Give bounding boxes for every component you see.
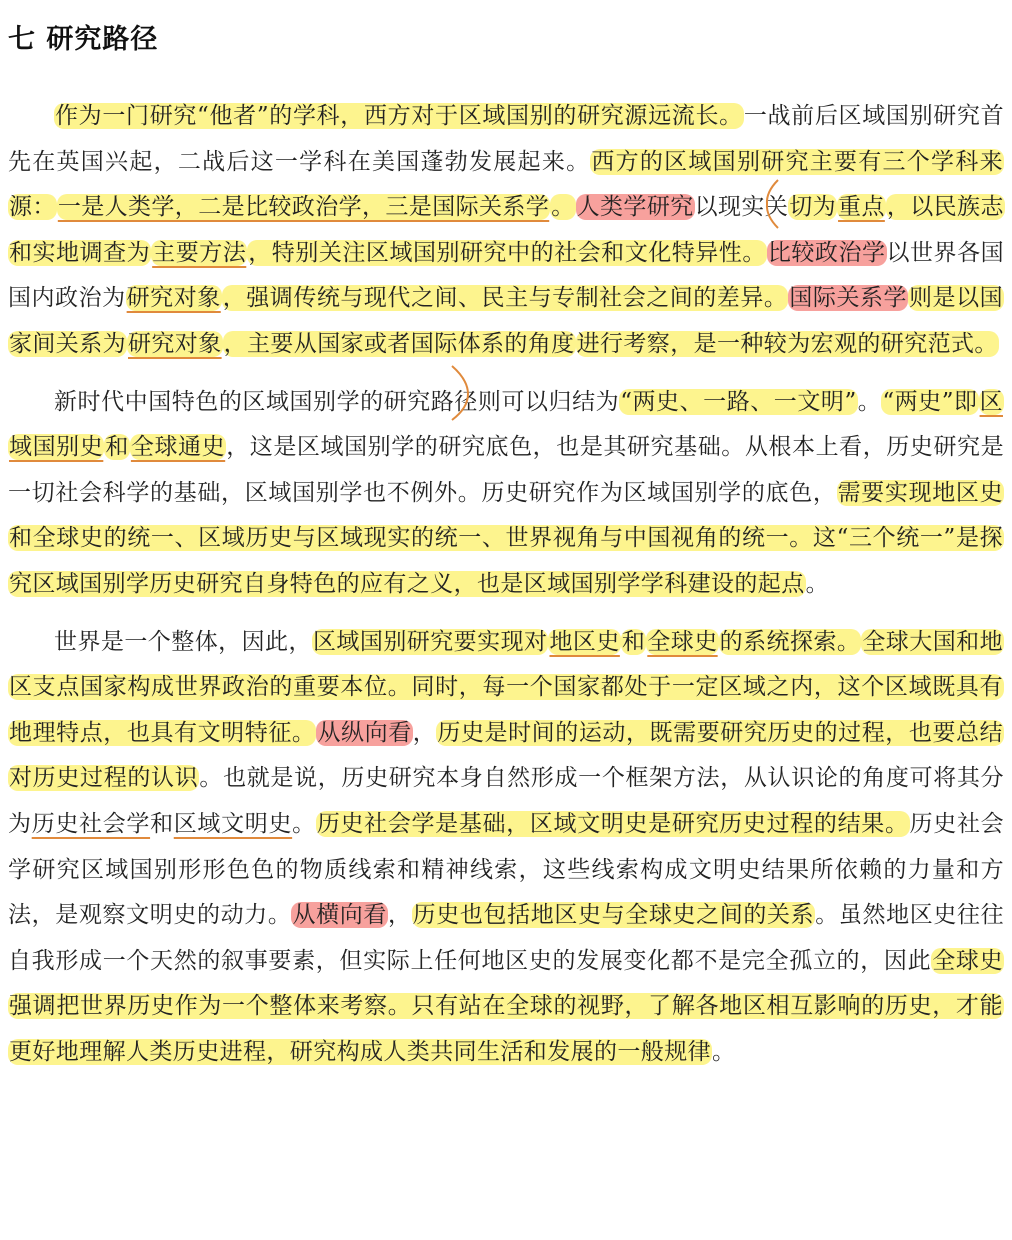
paragraph-2 — [8, 380, 1004, 608]
text-run: ， — [412, 719, 437, 746]
highlight-yellow: 全球大国和地区支点国家构成世界政治的重要本位。同时，每一个国家都处于一定区域之内，这个区域既具有地理特点，也具有文明特征。 — [9, 628, 1004, 746]
highlight-underline: 研究对象 — [126, 285, 221, 312]
highlight-underline: 区域国别史 — [9, 388, 1003, 461]
highlight-underline: 主要方法 — [152, 239, 247, 266]
text-run: 。 — [857, 388, 882, 415]
highlight-yellow: 进行考察，是一种较为宏观的研究范式。 — [576, 330, 998, 357]
document-body — [8, 94, 1004, 1075]
underline-text: 区域文明史 — [173, 810, 293, 837]
highlight-underline: 一是人类学，二是比较政治学，三是国际关系学 — [57, 194, 550, 221]
highlight-yellow: 历史也包括地区史与全球史之间的关系 — [412, 902, 815, 929]
highlight-yellow: 西方的区域国别研究主要有三个学科来源： — [9, 148, 1003, 221]
text-run: 。也就是说，历史研究本身自然形成一个框架方法，从认识论的角度可将其分为 — [8, 765, 1004, 837]
highlight-red: 比较政治学 — [767, 239, 886, 266]
highlight-yellow: “两史”即 — [882, 388, 978, 415]
paragraph-3 — [8, 620, 1004, 1076]
text-run: 。虽然地区史往往自我形成一个天然的叙事要素，但实际上任何地区史的发展变化都不是完全孤立的，因此 — [8, 902, 1004, 974]
highlight-underline: 全球史 — [647, 628, 718, 655]
text-run: 以世界各国国内政治为 — [8, 239, 1005, 312]
highlight-yellow: 的系统探索。 — [719, 628, 861, 655]
highlight-underline: 全球通史 — [130, 434, 226, 461]
text-run: 新时代中国特色的区域国别学的研究路径则可以归结为 — [54, 388, 620, 415]
highlight-yellow: 和 — [105, 434, 129, 461]
text-run: 世界是一个整体，因此， — [54, 628, 312, 655]
section-heading: 七 研究路径 — [8, 24, 159, 55]
highlight-yellow: 和 — [621, 628, 646, 655]
text-run: 一战前后区域国别研究首先在英国兴起，二战后这一学科在美国蓬勃发展起来。 — [8, 103, 1004, 175]
highlight-yellow: ，特别关注区域国别研究中的社会和文化特异性。 — [248, 239, 766, 266]
paragraph-1 — [8, 94, 1004, 368]
highlight-underline: 地区史 — [549, 628, 620, 655]
highlight-yellow: ，强调传统与现代之间、民主与专制社会之间的差异。 — [222, 285, 788, 312]
text-run: ，这是区域国别学的研究底色，也是其研究基础。从根本上看，历史研究是一切社会科学的基础，区域国别学也不例外。历史研究作为区域国别学的底色， — [8, 434, 1005, 506]
highlight-red: 从横向看 — [292, 902, 387, 929]
highlight-red: 从纵向看 — [317, 719, 412, 746]
text-run: 以现实关 — [694, 194, 789, 221]
highlight-yellow: ，以民族志和实地调查为 — [9, 194, 1004, 266]
highlight-yellow: ，主要从国家或者国际体系的角度 — [223, 330, 575, 357]
highlight-yellow: 全球史强调把世界历史作为一个整体来考察。只有站在全球的视野，了解各地区相互影响的历史，才能更好地理解人类历史进程，研究构成人类共同生活和发展的一般规律 — [9, 947, 1003, 1065]
text-run: 。 — [712, 1038, 736, 1065]
highlight-red: 国际关系学 — [789, 285, 908, 312]
highlight-yellow: 作为一门研究“他者”的学科，西方对于区域国别的研究源远流长。 — [55, 103, 743, 129]
highlight-yellow: 需要实现地区史和全球史的统一、区域历史与区域现实的统一、世界视角与中国视角的统一。这“三个统一”是探究区域国别学历史研究自身特色的应有之义，也是区域国别学学科建设的起点 — [9, 479, 1003, 597]
text-run: 和 — [150, 810, 174, 837]
highlight-red: 人类学研究 — [576, 194, 694, 221]
highlight-yellow: 历史社会学是基础，区域文明史是研究历史过程的结果。 — [316, 810, 909, 837]
highlight-yellow: 切为 — [789, 194, 837, 221]
underline-text: 历史社会学 — [31, 810, 151, 837]
text-run: 。 — [805, 570, 830, 597]
highlight-yellow: 历史是时间的运动，既需要研究历史的过程，也要总结对历史过程的认识 — [9, 719, 1003, 792]
highlight-underline: 研究对象 — [128, 330, 222, 357]
highlight-yellow: 。 — [551, 194, 575, 221]
highlight-yellow: 则是以国家间关系为 — [9, 285, 1004, 357]
text-run: 历史社会学研究区域国别形形色色的物质线索和精神线索，这些线索构成文明史结果所依赖的力量和方法，是观察文明史的动力。 — [8, 810, 1005, 929]
text-run: ， — [387, 902, 412, 929]
text-run: 。 — [292, 810, 316, 837]
highlight-yellow: “两史、一路、一文明” — [620, 388, 857, 415]
highlight-yellow: 区域国别研究要实现对 — [312, 628, 548, 655]
highlight-underline: 重点 — [838, 194, 885, 221]
